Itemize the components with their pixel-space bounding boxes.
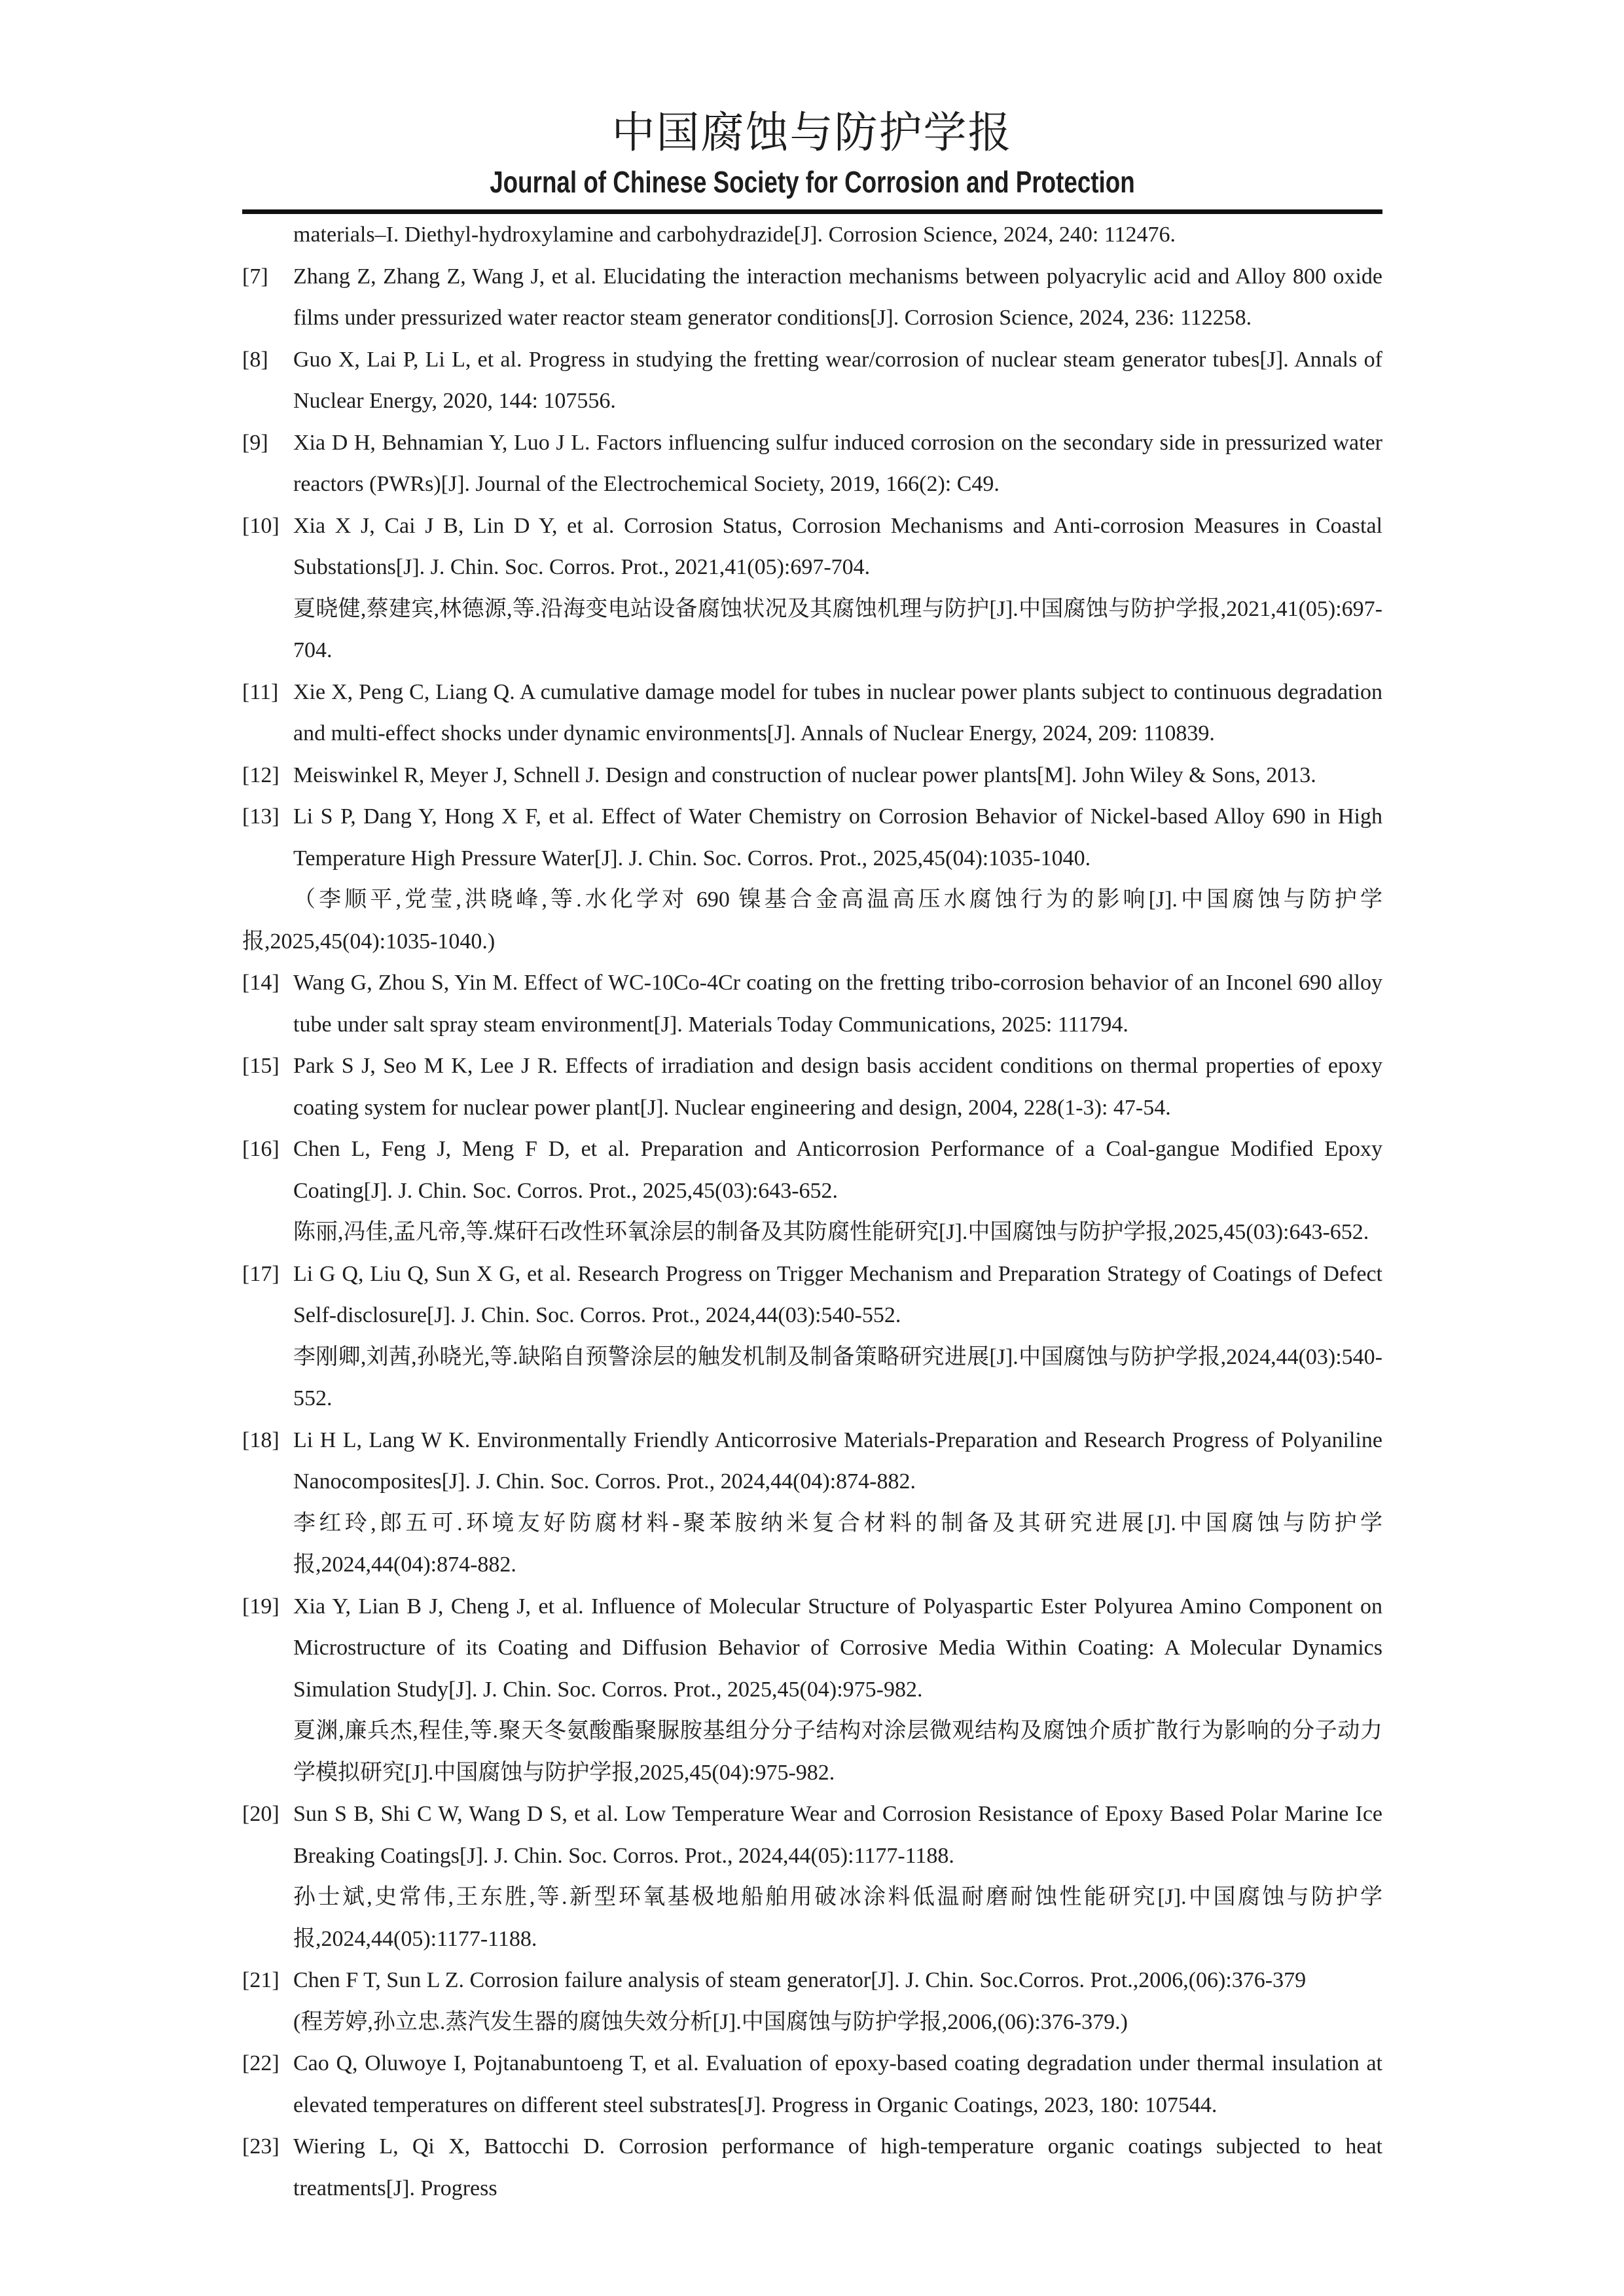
reference-item bbox=[242, 1045, 1382, 1128]
reference-text-chinese: 李红玲,郎五可.环境友好防腐材料-聚苯胺纳米复合材料的制备及其研究进展[J].中国腐蚀与防护学报,2024,44(04):874-882. bbox=[293, 1511, 1382, 1577]
reference-item bbox=[242, 672, 1382, 755]
reference-text-english: Xia D H, Behnamian Y, Luo J L. Factors influencing sulfur induced corrosion on the secondary side in pressurized water reactors (PWRs)[J]. Journal of the Electrochemical Society, 2019, 166(2): C49. bbox=[293, 430, 1382, 496]
reference-item bbox=[242, 339, 1382, 422]
header-divider-rule bbox=[242, 209, 1382, 214]
reference-text-english: Guo X, Lai P, Li L, et al. Progress in studying the fretting wear/corrosion of nuclear steam generator tubes[J]. Annals of Nuclear Energy, 2020, 144: 107556. bbox=[293, 347, 1382, 413]
reference-text-english: Chen L, Feng J, Meng F D, et al. Preparation and Anticorrosion Performance of a Coal-gangue Modified Epoxy Coating[J]. J. Chin. Soc. Corros. Prot., 2025,45(03):643-652. bbox=[293, 1137, 1382, 1203]
reference-number: [11] bbox=[242, 679, 279, 704]
reference-item bbox=[242, 2043, 1382, 2126]
reference-item bbox=[242, 1586, 1382, 1794]
reference-text-english: Xia Y, Lian B J, Cheng J, et al. Influence of Molecular Structure of Polyaspartic Ester Polyurea Amino Component on Microstructure of its Coating and Diffusion Behavior of Corrosive Media Within Coating: A Molecular Dynamics Simulation Study[J]. J. Chin. Soc. Corros. Prot., 2025,45(04):975-982. bbox=[293, 1594, 1382, 1702]
reference-item bbox=[242, 796, 1382, 962]
reference-text-chinese: 李刚卿,刘茜,孙晓光,等.缺陷自预警涂层的触发机制及制备策略研究进展[J].中国腐蚀与防护学报,2024,44(03):540-552. bbox=[293, 1344, 1382, 1410]
reference-number: [18] bbox=[242, 1427, 280, 1452]
reference-number: [7] bbox=[242, 264, 268, 289]
reference-text-chinese: 夏晓健,蔡建宾,林德源,等.沿海变电站设备腐蚀状况及其腐蚀机理与防护[J].中国腐蚀与防护学报,2021,41(05):697-704. bbox=[293, 596, 1382, 662]
reference-text-chinese: 孙士斌,史常伟,王东胜,等.新型环氧基极地船舶用破冰涂料低温耐磨耐蚀性能研究[J].中国腐蚀与防护学报,2024,44(05):1177-1188. bbox=[293, 1885, 1382, 1951]
reference-item bbox=[242, 505, 1382, 672]
reference-text-english: Li H L, Lang W K. Environmentally Friendly Anticorrosive Materials-Preparation and Research Progress of Polyaniline Nanocomposites[J]. J. Chin. Soc. Corros. Prot., 2024,44(04):874-882. bbox=[293, 1427, 1382, 1494]
reference-list bbox=[242, 256, 1382, 2210]
reference-item bbox=[242, 962, 1382, 1045]
reference-text-english: Cao Q, Oluwoye I, Pojtanabuntoeng T, et al. Evaluation of epoxy-based coating degradation under thermal insulation at elevated temperatures on different steel substrates[J]. Progress in Organic Coatings, 2023, 180: 107544. bbox=[293, 2051, 1382, 2117]
reference-text-chinese: (程芳婷,孙立忠.蒸汽发生器的腐蚀失效分析[J].中国腐蚀与防护学报,2006,(06):376-379.) bbox=[293, 2009, 1128, 2034]
reference-text-english: Xie X, Peng C, Liang Q. A cumulative damage model for tubes in nuclear power plants subject to continuous degradation and multi-effect shocks under dynamic environments[J]. Annals of Nuclear Energy, 2024, 209: 110839. bbox=[293, 679, 1382, 745]
reference-item bbox=[242, 755, 1382, 797]
reference-text-chinese: 陈丽,冯佳,孟凡帝,等.煤矸石改性环氧涂层的制备及其防腐性能研究[J].中国腐蚀与防护学报,2025,45(03):643-652. bbox=[293, 1220, 1369, 1244]
reference-text-english: Wiering L, Qi X, Battocchi D. Corrosion performance of high-temperature organic coatings subjected to heat treatments[J]. Progress bbox=[293, 2134, 1382, 2200]
reference-text-english: Meiswinkel R, Meyer J, Schnell J. Design and construction of nuclear power plants[M]. John Wiley & Sons, 2013. bbox=[293, 762, 1316, 787]
reference-list-section bbox=[242, 214, 1382, 2209]
reference-text-chinese: （李顺平,党莹,洪晓峰,等.水化学对 690 镍基合金高温高压水腐蚀行为的影响[J].中国腐蚀与防护学报,2025,45(04):1035-1040.) bbox=[242, 888, 1382, 954]
reference-item bbox=[242, 1960, 1382, 2043]
reference-text-english: Park S J, Seo M K, Lee J R. Effects of irradiation and design basis accident conditions on thermal properties of epoxy coating system for nuclear power plant[J]. Nuclear engineering and design, 2004, 228(1-3): 47-54. bbox=[293, 1054, 1382, 1120]
reference-number: [9] bbox=[242, 430, 268, 455]
reference-number: [12] bbox=[242, 762, 280, 787]
reference-item bbox=[242, 1793, 1382, 1960]
reference-text-english: Xia X J, Cai J B, Lin D Y, et al. Corrosion Status, Corrosion Mechanisms and Anti-corrosion Measures in Coastal Substations[J]. J. Chin. Soc. Corros. Prot., 2021,41(05):697-704. bbox=[293, 513, 1382, 579]
reference-number: [17] bbox=[242, 1261, 280, 1286]
journal-title-english: Journal of Chinese Society for Corrosion and Protection bbox=[489, 165, 1135, 199]
reference-item bbox=[242, 256, 1382, 339]
reference-number: [10] bbox=[242, 513, 280, 538]
reference-number: [22] bbox=[242, 2051, 280, 2075]
reference-number: [13] bbox=[242, 804, 280, 829]
reference-number: [15] bbox=[242, 1054, 280, 1078]
reference-item bbox=[242, 422, 1382, 505]
reference-number: [19] bbox=[242, 1594, 280, 1619]
reference-number: [20] bbox=[242, 1802, 280, 1826]
reference-text-english: Li S P, Dang Y, Hong X F, et al. Effect of Water Chemistry on Corrosion Behavior of Nickel-based Alloy 690 in High Temperature High Pressure Water[J]. J. Chin. Soc. Corros. Prot., 2025,45(04):1035-1040. bbox=[293, 804, 1382, 870]
reference-text-english: Li G Q, Liu Q, Sun X G, et al. Research Progress on Trigger Mechanism and Preparation Strategy of Coatings of Defect Self-disclosure[J]. J. Chin. Soc. Corros. Prot., 2024,44(03):540-552. bbox=[293, 1261, 1382, 1327]
reference-item bbox=[242, 1128, 1382, 1253]
reference-number: [21] bbox=[242, 1968, 280, 1992]
reference-text-english: Sun S B, Shi C W, Wang D S, et al. Low Temperature Wear and Corrosion Resistance of Epoxy Based Polar Marine Ice Breaking Coatings[J]. J. Chin. Soc. Corros. Prot., 2024,44(05):1177-1188. bbox=[293, 1802, 1382, 1868]
reference-text-chinese: 夏渊,廉兵杰,程佳,等.聚天冬氨酸酯聚脲胺基组分分子结构对涂层微观结构及腐蚀介质扩散行为影响的分子动力学模拟研究[J].中国腐蚀与防护学报,2025,45(04):975-982. bbox=[293, 1719, 1382, 1785]
reference-item bbox=[242, 2126, 1382, 2209]
page-header bbox=[0, 0, 1624, 214]
reference-number: [23] bbox=[242, 2134, 280, 2159]
reference-number: [14] bbox=[242, 971, 280, 995]
reference-number: [8] bbox=[242, 347, 268, 372]
reference-item bbox=[242, 1420, 1382, 1586]
reference-text-english: Zhang Z, Zhang Z, Wang J, et al. Elucidating the interaction mechanisms between polyacrylic acid and Alloy 800 oxide films under pressurized water reactor steam generator conditions[J]. Corrosion Science, 2024, 236: 112258. bbox=[293, 264, 1382, 330]
reference-text-english: Wang G, Zhou S, Yin M. Effect of WC-10Co-4Cr coating on the fretting tribo-corrosion behavior of an Inconel 690 alloy tube under salt spray steam environment[J]. Materials Today Communications, 2025: 111794. bbox=[293, 971, 1382, 1037]
journal-title-chinese: 中国腐蚀与防护学报 bbox=[611, 109, 1013, 157]
journal-subtitle-row bbox=[0, 166, 1624, 206]
reference-number: [16] bbox=[242, 1137, 280, 1161]
reference-item bbox=[242, 1253, 1382, 1420]
reference-continuation-line: materials–I. Diethyl-hydroxylamine and carbohydrazide[J]. Corrosion Science, 2024, 240: 112476. bbox=[293, 223, 1176, 247]
reference-text-english: Chen F T, Sun L Z. Corrosion failure analysis of steam generator[J]. J. Chin. Soc.Corros. Prot.,2006,(06):376-379 bbox=[293, 1968, 1307, 1992]
